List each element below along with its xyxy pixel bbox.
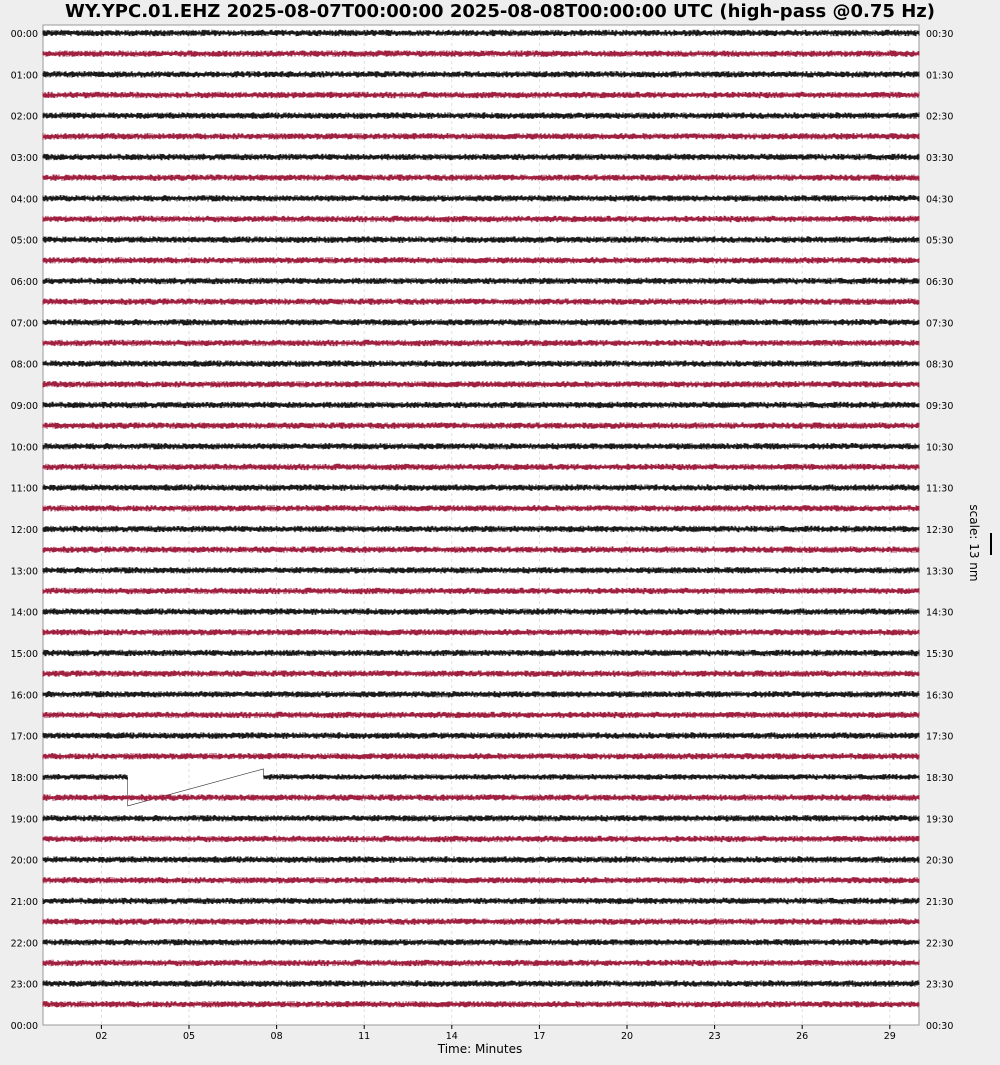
- right-time-label: 07:30: [926, 318, 954, 330]
- trace-line: [43, 691, 919, 698]
- right-time-label: 02:30: [926, 111, 954, 123]
- right-time-label: 14:30: [926, 607, 954, 619]
- right-time-label: 12:30: [926, 524, 954, 536]
- right-time-label: 17:30: [926, 731, 954, 743]
- right-time-label: 05:30: [926, 235, 954, 247]
- left-time-label: 18:00: [10, 772, 38, 784]
- left-time-label: 03:00: [10, 152, 38, 164]
- x-tick-label: 23: [708, 1031, 721, 1042]
- left-time-label: 21:00: [10, 896, 38, 908]
- x-tick-label: 26: [796, 1031, 809, 1042]
- left-time-label: 09:00: [10, 400, 38, 412]
- left-time-labels: [11, 29, 38, 1032]
- right-time-label: 22:30: [926, 938, 954, 950]
- x-tick-label: 29: [883, 1031, 896, 1042]
- right-time-label: 08:30: [926, 359, 954, 371]
- right-time-label: 16:30: [926, 690, 954, 702]
- left-time-label: 19:00: [10, 814, 38, 826]
- right-time-labels: [926, 29, 953, 1032]
- x-axis-ticks: [95, 1025, 895, 1042]
- x-tick-label: 08: [270, 1031, 283, 1042]
- x-axis-title: Time: Minutes: [437, 1042, 523, 1056]
- x-tick-label: 11: [358, 1031, 371, 1042]
- left-time-label: 02:00: [10, 111, 38, 123]
- right-time-label: 00:30: [926, 29, 954, 40]
- right-time-label: 23:30: [926, 979, 954, 991]
- left-time-label: 15:00: [10, 648, 38, 660]
- right-time-label: 15:30: [926, 648, 954, 660]
- scale-bar: [990, 533, 992, 555]
- right-time-label: 09:30: [926, 400, 954, 412]
- left-time-label: 00:00: [10, 29, 38, 40]
- left-time-label: 04:00: [10, 194, 38, 206]
- x-tick-label: 05: [182, 1031, 196, 1042]
- x-tick-label: 14: [445, 1031, 458, 1042]
- right-time-label: 06:30: [926, 276, 954, 288]
- x-tick-label: 02: [95, 1031, 108, 1042]
- left-time-label: 11:00: [10, 483, 38, 495]
- left-time-label: 10:00: [10, 442, 38, 454]
- right-time-label: 18:30: [926, 772, 954, 784]
- left-time-label: 06:00: [10, 276, 38, 288]
- left-time-label: 05:00: [10, 235, 38, 247]
- left-time-label: 00:00: [10, 1020, 38, 1032]
- right-time-label: 19:30: [926, 814, 954, 826]
- right-time-label: 01:30: [926, 70, 954, 82]
- left-time-label: 23:00: [10, 979, 38, 991]
- right-time-label: 10:30: [926, 442, 954, 454]
- left-time-label: 16:00: [10, 690, 38, 702]
- left-time-label: 20:00: [10, 855, 38, 867]
- left-time-label: 08:00: [10, 359, 38, 371]
- right-time-label: 11:30: [926, 483, 954, 495]
- right-time-label: 20:30: [926, 855, 954, 867]
- right-time-label: 13:30: [926, 566, 954, 578]
- left-time-label: 14:00: [10, 607, 38, 619]
- left-time-label: 07:00: [10, 318, 38, 330]
- right-time-label: 00:30: [926, 1020, 954, 1032]
- right-time-label: 21:30: [926, 896, 954, 908]
- left-time-label: 12:00: [10, 524, 38, 536]
- left-time-label: 22:00: [10, 938, 38, 950]
- scale-label: scale: 13 nm: [967, 504, 981, 582]
- chart-title: WY.YPC.01.EHZ 2025-08-07T00:00:00 2025-08-08T00:00:00 UTC (high-pass @0.75 Hz): [65, 1, 935, 22]
- x-tick-label: 17: [533, 1031, 546, 1042]
- left-time-label: 01:00: [10, 70, 38, 82]
- x-tick-label: 20: [620, 1031, 634, 1042]
- left-time-label: 17:00: [10, 731, 38, 743]
- left-time-label: 13:00: [10, 566, 38, 578]
- right-time-label: 04:30: [926, 194, 954, 206]
- right-time-label: 03:30: [926, 152, 954, 164]
